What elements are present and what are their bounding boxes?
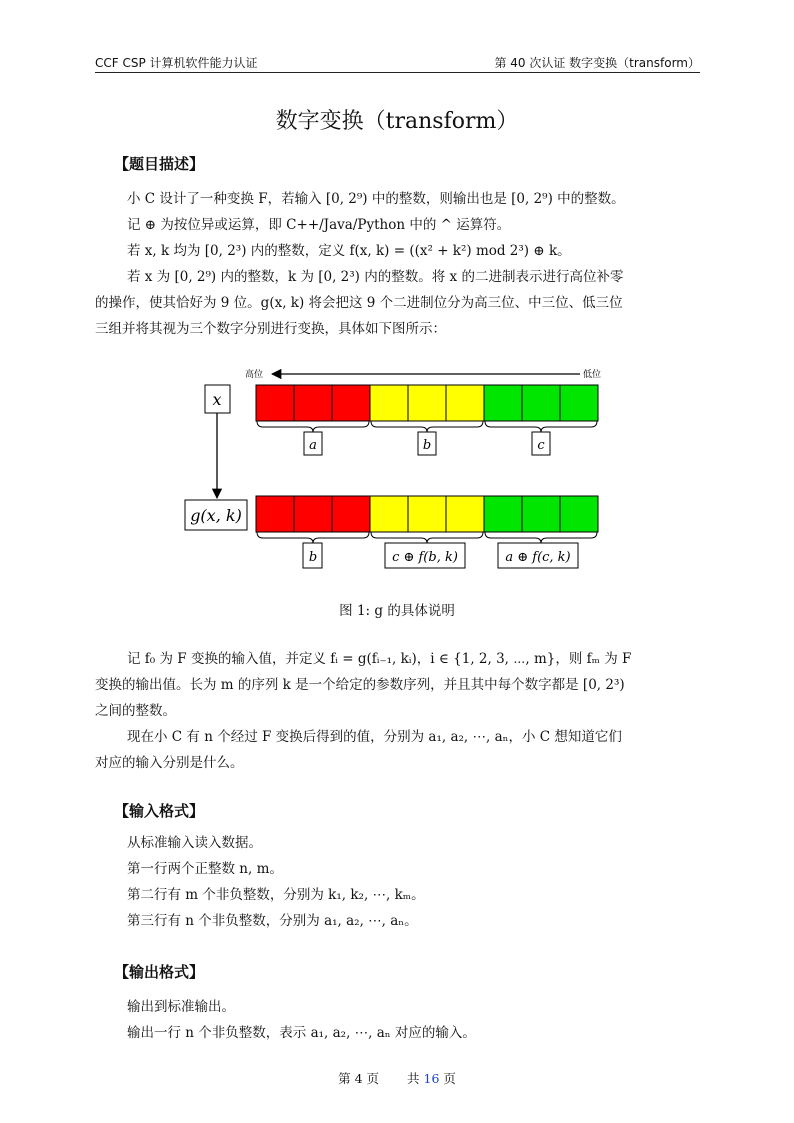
- description-line: 三组并将其视为三个数字分别进行变换，具体如下图所示：: [95, 321, 446, 337]
- output-format-body: [127, 994, 732, 1046]
- low-bit-label: 低位: [583, 370, 602, 380]
- bit-cell: [370, 385, 408, 421]
- input-format-line: 第二行有 m 个非负整数，分别为 k₁, k₂, ⋯, kₘ。: [127, 887, 425, 903]
- header-left: CCF CSP 计算机软件能力认证: [95, 56, 258, 70]
- description-line: 记 ⊕ 为按位异或运算，即 C++/Java/Python 中的 ^ 运算符。: [127, 217, 511, 233]
- total-suffix: 页: [439, 1071, 456, 1086]
- bit-cell: [408, 385, 446, 421]
- output-format-line: 输出一行 n 个非负整数，表示 a₁, a₂, ⋯, aₙ 对应的输入。: [127, 1025, 476, 1041]
- description-body: [95, 186, 700, 342]
- description-heading: 【题目描述】: [114, 155, 205, 173]
- page-title: 数字变换（transform）: [275, 109, 519, 134]
- bit-cell: [294, 385, 332, 421]
- group-label: b: [308, 550, 318, 565]
- bit-cell: [484, 496, 522, 532]
- bit-cell: [560, 385, 598, 421]
- total-prefix: 共: [407, 1071, 424, 1086]
- bottom-bits: [256, 496, 598, 532]
- brace: [257, 532, 369, 543]
- group-label: c: [537, 438, 545, 453]
- input-format-line: 第三行有 n 个非负整数，分别为 a₁, a₂, ⋯, aₙ。: [127, 913, 418, 929]
- input-format-line: 第一行两个正整数 n, m。: [127, 861, 283, 877]
- description-line: 若 x 为 [0, 2⁹) 内的整数，k 为 [0, 2³) 内的整数。将 x 的二进制表示进行高位补零: [127, 269, 624, 285]
- total-pages-link[interactable]: 16: [423, 1071, 440, 1086]
- group-label: a: [309, 438, 317, 453]
- bit-cell: [522, 385, 560, 421]
- header-right: 第 40 次认证 数字变换（transform）: [494, 56, 700, 70]
- description-continued: [95, 646, 700, 776]
- gx-label: g(x, k): [190, 506, 242, 525]
- bit-cell: [332, 496, 370, 532]
- bit-cell: [256, 496, 294, 532]
- bit-cell: [370, 496, 408, 532]
- brace: [485, 421, 597, 432]
- bit-cell: [294, 496, 332, 532]
- group-label: b: [422, 438, 432, 453]
- figure-caption: 图 1: g 的具体说明: [339, 603, 455, 619]
- description-line: 记 f₀ 为 F 变换的输入值，并定义 fᵢ = g(fᵢ₋₁, kᵢ)，i ∈ {1, 2, 3, ⋯, m}，则 fₘ 为 F: [127, 651, 632, 667]
- x-label: x: [212, 390, 222, 409]
- high-bit-label: 高位: [245, 370, 264, 380]
- description-line: 变换的输出值。长为 m 的序列 k 是一个给定的参数序列，并且其中每个数字都是 [0, 2³): [95, 677, 625, 693]
- brace: [371, 532, 483, 543]
- description-line: 之间的整数。: [95, 703, 176, 719]
- brace: [371, 421, 483, 432]
- bit-cell: [446, 496, 484, 532]
- bit-cell: [446, 385, 484, 421]
- description-line: 若 x, k 均为 [0, 2³) 内的整数，定义 f(x, k) = ((x² + k²) mod 2³) ⊕ k。: [127, 243, 571, 259]
- bit-cell: [522, 496, 560, 532]
- page-header: [95, 54, 700, 73]
- output-format-line: 输出到标准输出。: [127, 999, 235, 1015]
- bit-cell: [332, 385, 370, 421]
- description-line: 小 C 设计了一种变换 F，若输入 [0, 2⁹) 中的整数，则输出也是 [0, 2⁹) 中的整数。: [127, 191, 625, 207]
- input-format-heading: 【输入格式】: [114, 802, 205, 820]
- description-line: 现在小 C 有 n 个经过 F 变换后得到的值，分别为 a₁, a₂, ⋯, aₙ，小 C 想知道它们: [127, 729, 622, 745]
- bit-cell: [256, 385, 294, 421]
- input-format-body: [127, 830, 732, 934]
- page-footer: [0, 1069, 794, 1087]
- description-line: 对应的输入分别是什么。: [95, 755, 244, 771]
- bit-cell: [560, 496, 598, 532]
- g-diagram: [180, 362, 620, 587]
- brace: [485, 532, 597, 543]
- bit-cell: [408, 496, 446, 532]
- bit-cell: [484, 385, 522, 421]
- brace: [257, 421, 369, 432]
- description-line: 的操作，使其恰好为 9 位。g(x, k) 将会把这 9 个二进制位分为高三位、中三位、低三位: [95, 295, 623, 311]
- page-number: 第 4 页: [338, 1071, 380, 1086]
- output-format-heading: 【输出格式】: [114, 963, 205, 981]
- group-label: c ⊕ f(b, k): [392, 550, 458, 565]
- input-format-line: 从标准输入读入数据。: [127, 835, 262, 851]
- group-label: a ⊕ f(c, k): [505, 550, 571, 565]
- top-bits: [256, 385, 598, 421]
